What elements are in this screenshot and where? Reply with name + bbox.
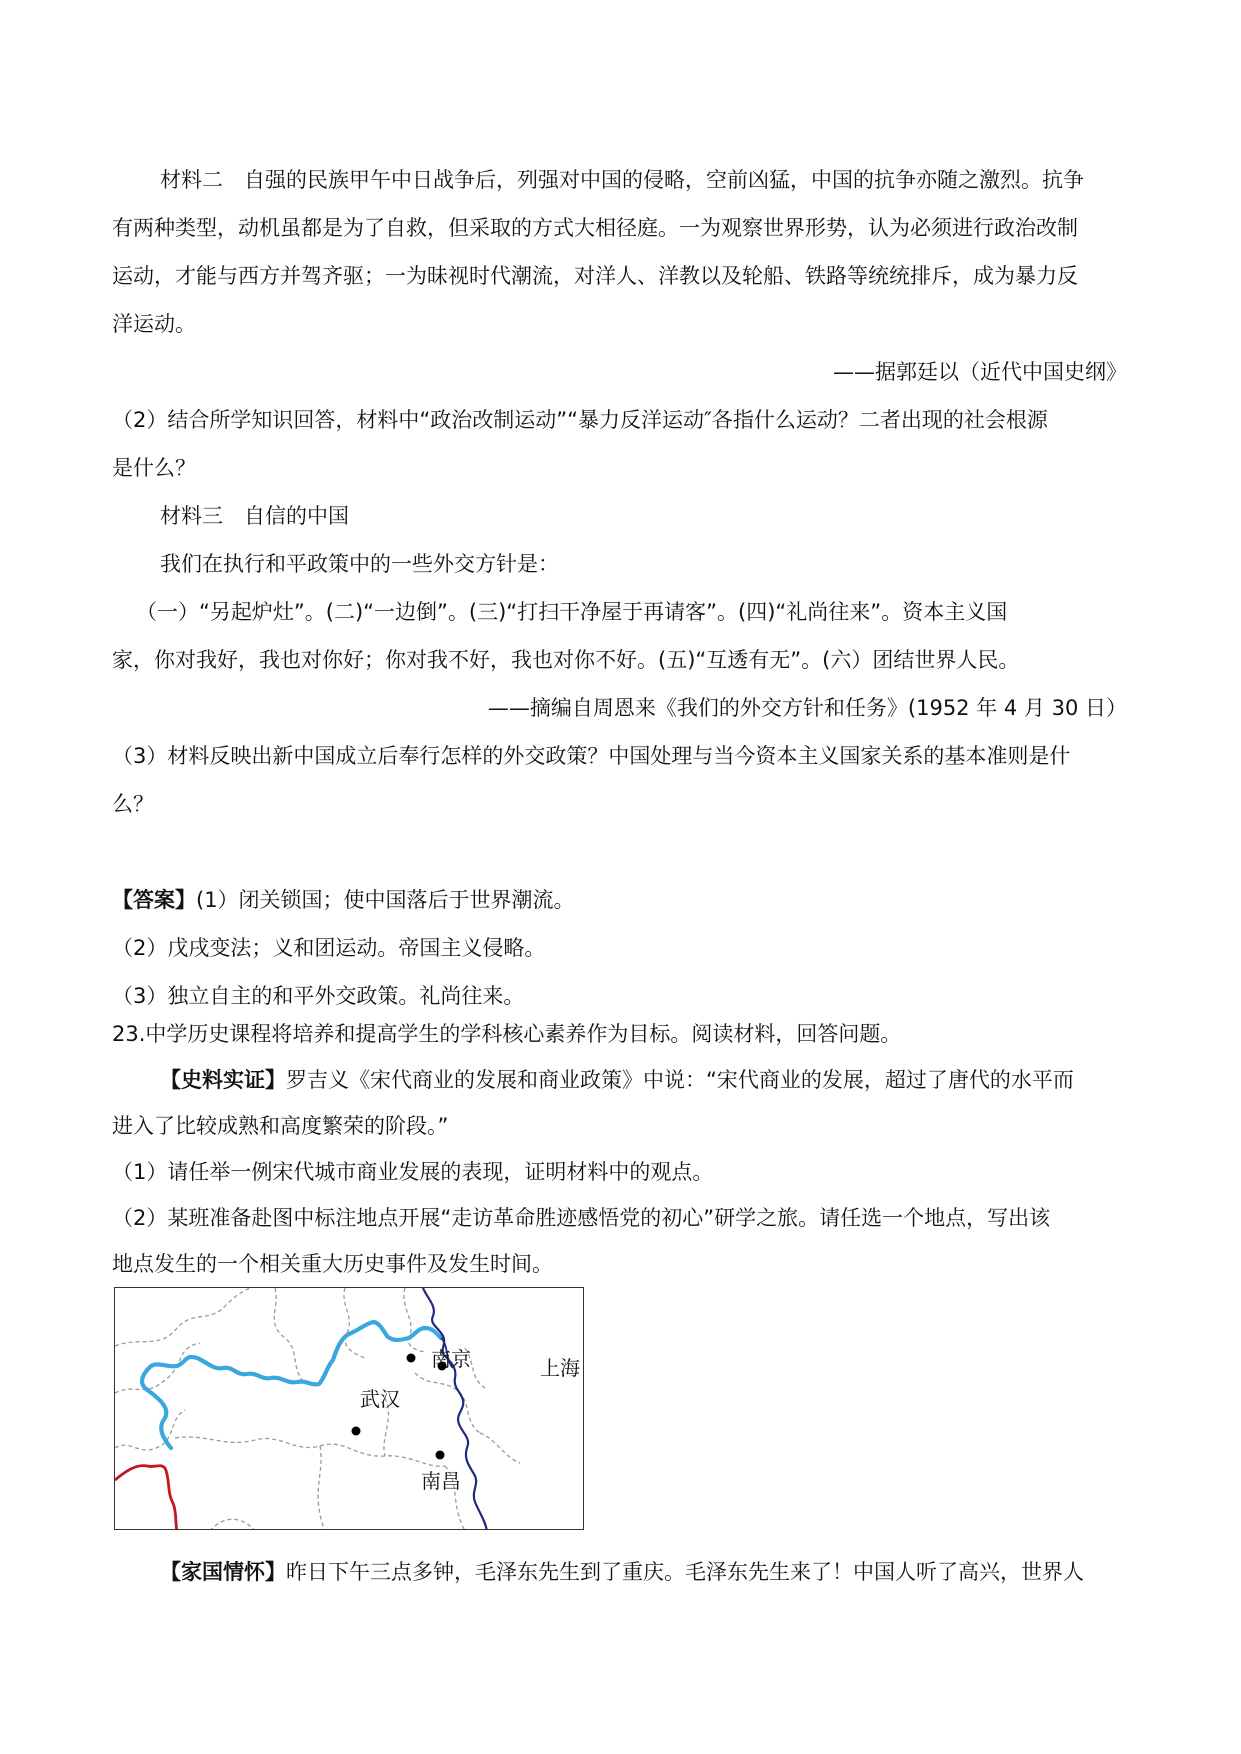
- answer-text-1: (1）闭关锁国；使中国落后于世界潮流。: [196, 888, 575, 912]
- material2-line-1: 材料二 自强的民族甲午中日战争后，列强对中国的侵略，空前凶猛，中国的抗争亦随之激烈。抗争: [160, 168, 1084, 192]
- question2-line-2: 是什么？: [112, 456, 196, 480]
- province-borders: [115, 1288, 520, 1530]
- label-wuhan: 武汉: [360, 1387, 400, 1411]
- material3-title: 材料三 自信的中国: [160, 504, 349, 528]
- material3-line-1: （一）“另起炉灶”。(二)“一边倒”。(三)“打扫干净屋于再请客”。(四)“礼尚往来”。资本主义国: [136, 600, 1008, 624]
- patriotism-text: 昨日下午三点多钟，毛泽东先生到了重庆。毛泽东先生来了！中国人听了高兴，世界人: [286, 1560, 1084, 1584]
- q23-stem: 23.中学历史课程将培养和提高学生的学科核心素养作为目标。阅读材料，回答问题。: [112, 1022, 902, 1046]
- yangtze-river: [142, 1322, 441, 1448]
- material2-line-2: 有两种类型，动机虽都是为了自救，但采取的方式大相径庭。一为观察世界形势，认为必须进行政治改制: [112, 216, 1078, 240]
- label-nanchang: 南昌: [421, 1469, 461, 1493]
- patriotism-label: 【家国情怀】: [160, 1560, 286, 1584]
- material2-line-4: 洋运动。: [112, 312, 196, 336]
- question3-line-2: 么？: [112, 792, 154, 816]
- nanchang-dot: [436, 1451, 445, 1460]
- q23-patriotism-line: [112, 1558, 1127, 1586]
- label-nanjing: 南京: [431, 1347, 471, 1371]
- question3-line-1: （3）材料反映出新中国成立后奉行怎样的外交政策？中国处理与当今资本主义国家关系的基本准则是什: [112, 744, 1071, 768]
- answer-line-3: （3）独立自主的和平外交政策。礼尚往来。: [112, 984, 525, 1008]
- q23-evidence-line-1: [160, 1066, 1127, 1094]
- q23-evidence-line-2: 进入了比较成熟和高度繁荣的阶段。”: [112, 1114, 449, 1138]
- map-graphic: [115, 1288, 584, 1530]
- wuhan-dot: [352, 1427, 361, 1436]
- q23-sub2-line-1: （2）某班准备赴图中标注地点开展“走访革命胜迹感悟党的初心”研学之旅。请任选一个地点，写出该: [112, 1206, 1051, 1230]
- material2-source: ——据郭廷以（近代中国史纲》: [833, 360, 1127, 384]
- answer-line-1: [112, 886, 1127, 914]
- revolution-sites-map: [114, 1287, 584, 1530]
- evidence-text-1: 罗吉义《宋代商业的发展和商业政策》中说：“宋代商业的发展，超过了唐代的水平而: [286, 1068, 1074, 1092]
- q23-sub1: （1）请任举一例宋代城市商业发展的表现，证明材料中的观点。: [112, 1160, 714, 1184]
- q23-sub2-line-2: 地点发生的一个相关重大历史事件及发生时间。: [112, 1252, 553, 1276]
- answer-label: 【答案】: [112, 888, 196, 912]
- nanjing-dot: [407, 1354, 416, 1363]
- label-shanghai: 上海: [540, 1356, 580, 1380]
- material3-source: ——摘编自周恩来《我们的外交方针和任务》(1952 年 4 月 30 日）: [487, 696, 1127, 720]
- question2-line-1: （2）结合所学知识回答，材料中“政治改制运动”“暴力反洋运动″各指什么运动？二者出现的社会根源: [112, 408, 1048, 432]
- red-border: [115, 1466, 177, 1530]
- material3-intro: 我们在执行和平政策中的一些外交方针是：: [160, 552, 559, 576]
- evidence-label: 【史料实证】: [160, 1068, 286, 1092]
- material3-line-2: 家，你对我好，我也对你好；你对我不好，我也对你不好。(五)“互透有无”。(六）团结世界人民。: [112, 648, 1020, 672]
- material2-line-3: 运动，才能与西方并驾齐驱；一为昧视时代潮流，对洋人、洋教以及轮船、铁路等统统排斥，成为暴力反: [112, 264, 1078, 288]
- answer-line-2: （2）戊戌变法；义和团运动。帝国主义侵略。: [112, 936, 546, 960]
